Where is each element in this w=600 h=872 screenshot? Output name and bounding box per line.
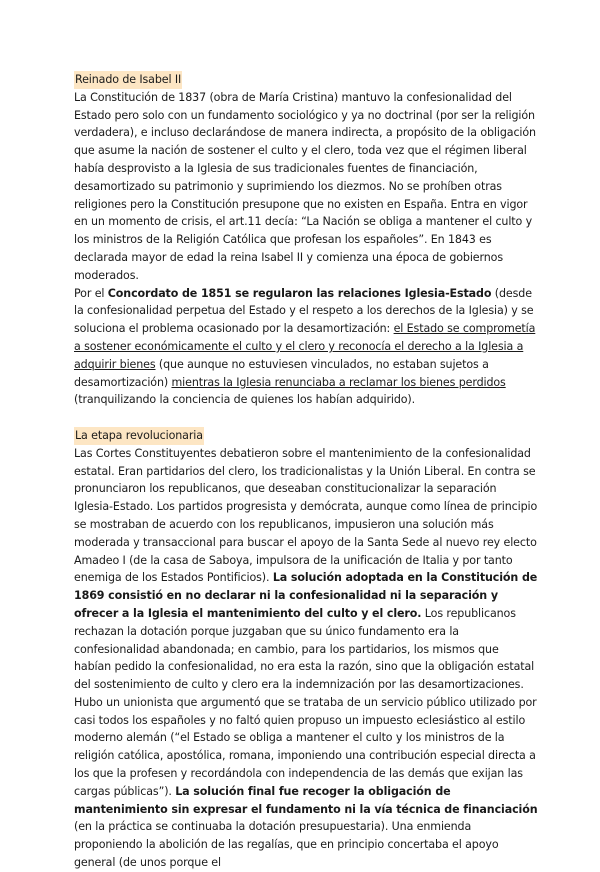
text-run: (en la práctica se continuaba la dotación presupuestaria). Una enmienda proponiendo la abolición de las regalías, que en principio concertaba el apoyo general (de unos porque el bbox=[74, 820, 499, 870]
text-run: (que aunque no estuviesen vinculados, no estaban sujetos a desamortización) bbox=[74, 357, 489, 389]
section-etapa-revolucionaria bbox=[74, 427, 538, 872]
text-run: Por el bbox=[74, 286, 108, 300]
underlined-text-iglesia-renuncia: mientras la Iglesia renunciaba a reclamar los bienes perdidos bbox=[171, 375, 506, 389]
text-run: (tranquilizando la conciencia de quienes los habían adquirido). bbox=[74, 393, 416, 407]
paragraph-concordato-1851 bbox=[74, 285, 538, 410]
text-run: Los republicanos rechazan la dotación porque juzgaban que su único fundamento era la confesionalidad abandonada; en cambio, para los partidarios, los mismos que habían pedido la confesionalidad, no era esta la razón, sino que la obligación estatal del sostenimiento de culto y clero era la indemnización por las desamortizaciones. Hubo un unionista que argumentó que se trataba de un servicio público utilizado por casi todos los españoles y no faltó quien propuso un impuesto eclesiástico al estilo moderno alemán (“el Estado se obliga a mantener el culto y los ministros de la religión católica, apostólica, romana, imponiendo una contribución especial directa a los que la profesen y recordándola con independencia de las demás que exijan las cargas públicas”). bbox=[74, 606, 537, 798]
bold-text-solucion-final: La solución final fue recoger la obligación de mantenimiento sin expresar el fundamento ni la vía técnica de financiación bbox=[74, 784, 538, 816]
section-heading-etapa-revolucionaria: La etapa revolucionaria bbox=[74, 427, 204, 445]
text-run: Las Cortes Constituyentes debatieron sobre el mantenimiento de la confesionalidad estatal. Eran partidarios del clero, los tradicionalistas y la Unión Liberal. En contra se pronunciaron los republicanos, que deseaban constitucionalizar la separación Iglesia-Estado. Los partidos progresista y demócrata, aunque como línea de principio se mostraban de acuerdo con los republicanos, impusieron una solución más moderada y transaccional para buscar el apoyo de la Santa Sede al nuevo rey electo Amadeo I (de la casa de Saboya, impulsora de la unificación de Italia y por tanto enemiga de los Estados Pontificios). bbox=[74, 446, 538, 585]
paragraph-cortes-constituyentes bbox=[74, 445, 538, 872]
section-reinado-isabel-ii bbox=[74, 71, 538, 409]
text-run: (desde la confesionalidad perpetua del Estado y el respeto a los derechos de la Iglesia) y se soluciona el problema ocasionado por la desamortización: bbox=[74, 286, 534, 336]
bold-text-concordato: Concordato de 1851 se regularon las relaciones Iglesia-Estado bbox=[107, 286, 492, 300]
paragraph-constitucion-1837: La Constitución de 1837 (obra de María Cristina) mantuvo la confesionalidad del Estado pero solo con un fundamento sociológico y ya no doctrinal (por ser la religión verdadera), e incluso declarándose de manera indirecta, a propósito de la obligación que asume la nación de sostener el culto y el clero, toda vez que el régimen liberal había desprovisto a la Iglesia de sus tradicionales fuentes de financiación, desamortizado su patrimonio y suprimiendo los diezmos. No se prohíben otras religiones pero la Constitución presupone que no existen en España. Entra en vigor en un momento de crisis, el art.11 decía: “La Nación se obliga a mantener el culto y los ministros de la Religión Católica que profesan los españoles”. En 1843 es declarada mayor de edad la reina Isabel II y comienza una época de gobiernos moderados. bbox=[74, 90, 536, 282]
paragraph-spacer bbox=[74, 409, 538, 427]
underlined-text-estado-compromiso: el Estado se comprometía a sostener económicamente el culto y el clero y reconocía el derecho a la Iglesia a adquirir bienes bbox=[74, 322, 536, 371]
section-heading-isabel-ii: Reinado de Isabel II bbox=[74, 71, 182, 89]
bold-text-constitucion-1869: La solución adoptada en la Constitución de 1869 consistió en no declarar ni la confesionalidad ni la separación y ofrecer a la Iglesia el mantenimiento del culto y el clero. bbox=[74, 571, 538, 620]
